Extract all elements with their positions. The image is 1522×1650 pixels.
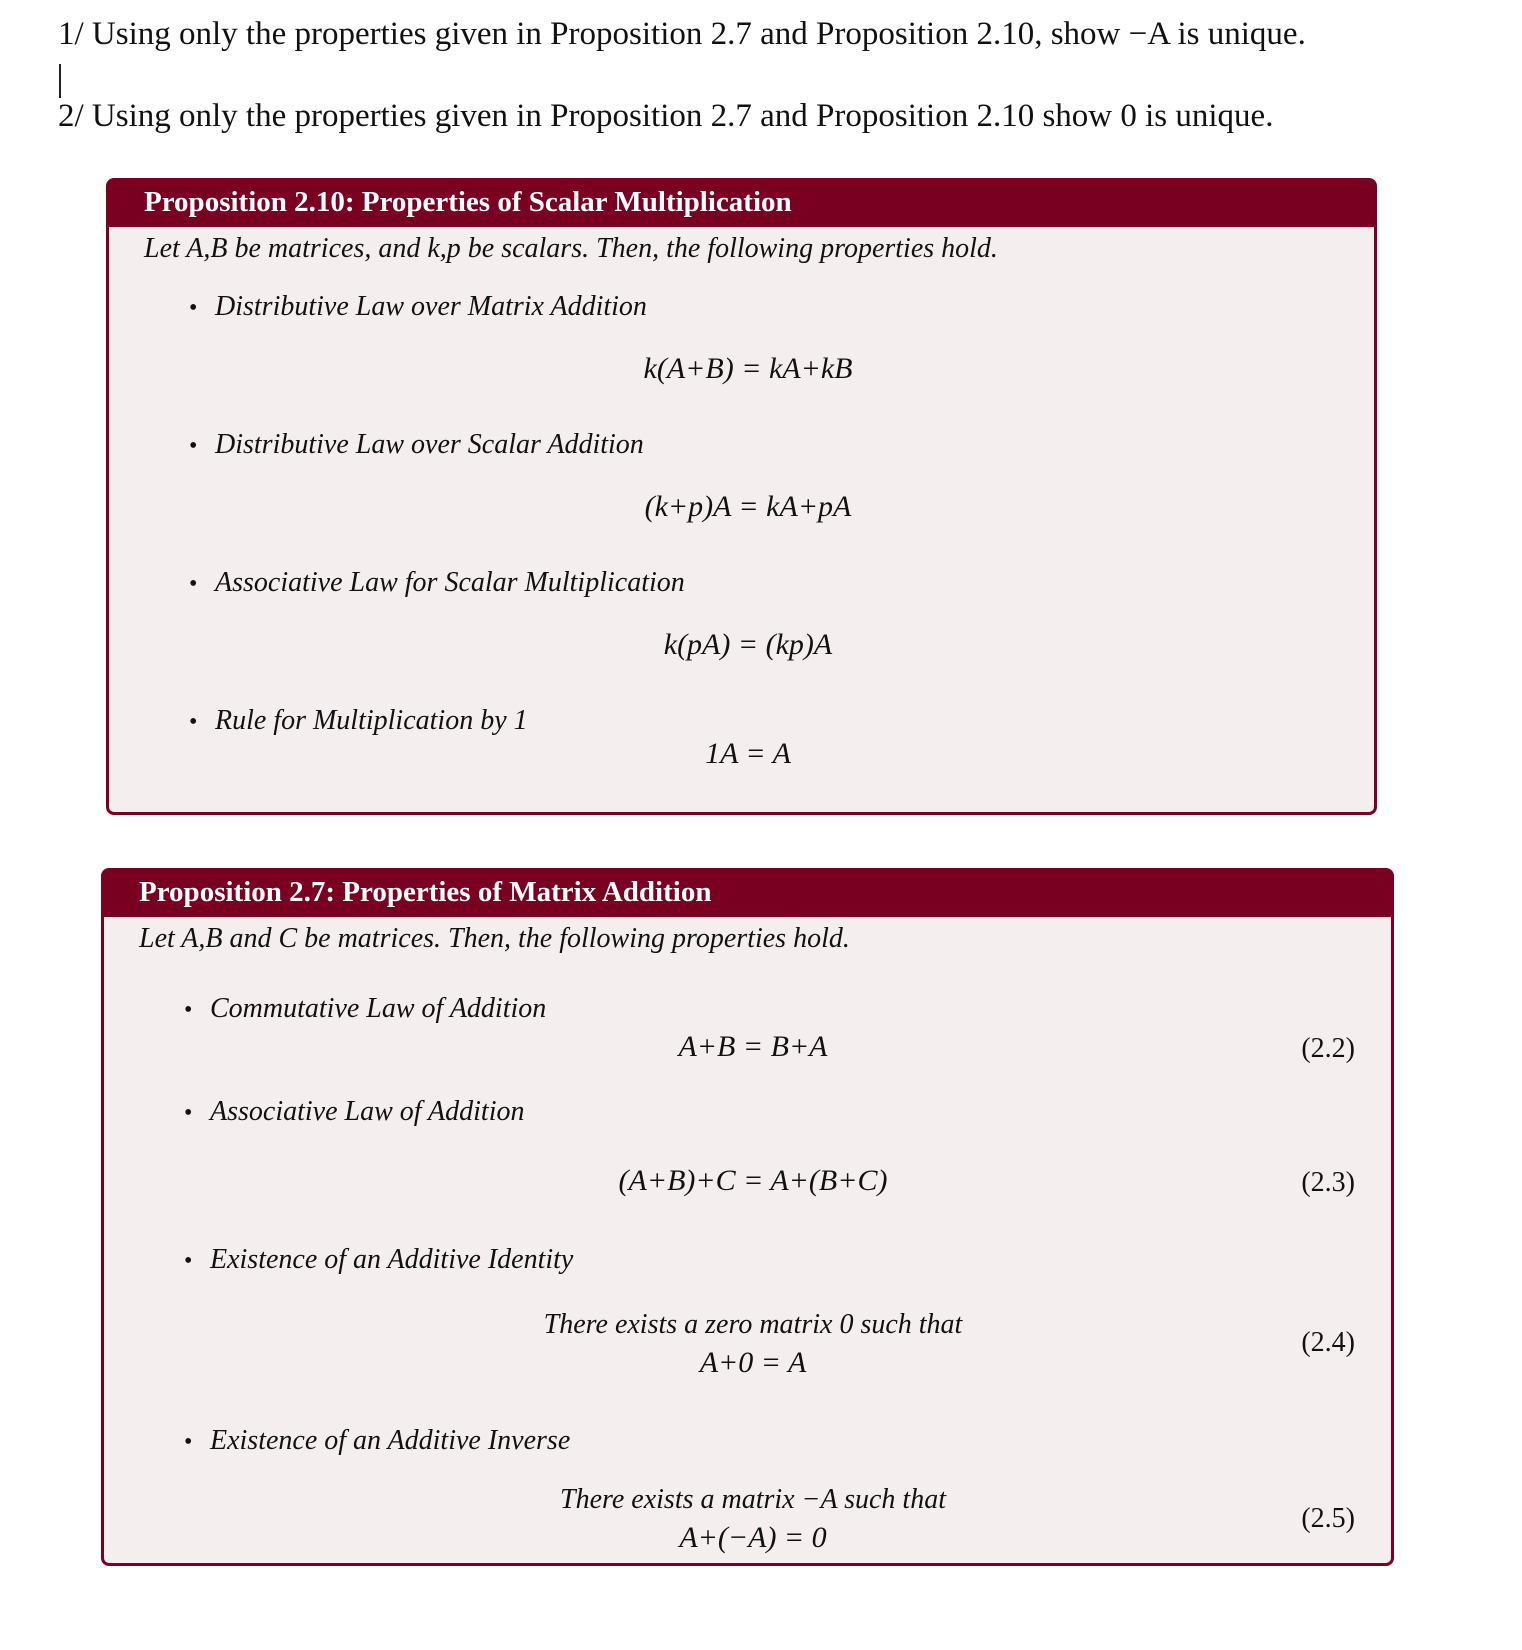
bullet-icon: •	[184, 1429, 193, 1455]
property-formula: 1A = A	[705, 737, 791, 770]
property-formula: A+B = B+A	[678, 1030, 828, 1063]
question-2: 2/ Using only the properties given in Proposition 2.7 and Proposition 2.10 show 0 is unique.	[58, 98, 1274, 134]
bullet-icon: •	[189, 295, 198, 321]
property-label: Distributive Law over Matrix Addition	[215, 291, 647, 322]
property-formula: (A+B)+C = A+(B+C)	[618, 1164, 888, 1197]
proposition-2-7-box	[101, 868, 1394, 1566]
proposition-2-7-intro: Let A,B and C be matrices. Then, the following properties hold.	[139, 923, 850, 954]
list-item	[189, 429, 644, 461]
property-label: Associative Law for Scalar Multiplication	[215, 567, 685, 598]
equation-number: (2.5)	[1301, 1503, 1355, 1534]
bullet-icon: •	[184, 1248, 193, 1274]
property-condition: There exists a zero matrix 0 such that	[543, 1309, 963, 1340]
property-formula: k(A+B) = kA+kB	[643, 352, 853, 385]
question-1: 1/ Using only the properties given in Proposition 2.7 and Proposition 2.10, show −A is unique.	[58, 16, 1306, 52]
bullet-icon: •	[184, 997, 193, 1023]
proposition-2-10-intro: Let A,B be matrices, and k,p be scalars. Then, the following properties hold.	[144, 233, 998, 264]
equation-number: (2.4)	[1301, 1327, 1355, 1358]
bullet-icon: •	[189, 571, 198, 597]
property-condition: There exists a matrix −A such that	[560, 1484, 946, 1515]
proposition-2-10-title: Proposition 2.10: Properties of Scalar Multiplication	[109, 181, 1374, 227]
proposition-2-7-title: Proposition 2.7: Properties of Matrix Addition	[104, 871, 1391, 917]
list-item	[184, 1425, 570, 1457]
property-label: Existence of an Additive Inverse	[210, 1425, 571, 1456]
proposition-2-10-box	[106, 178, 1377, 815]
bullet-icon: •	[189, 709, 198, 735]
list-item	[184, 1096, 524, 1128]
equation-number: (2.2)	[1301, 1033, 1355, 1064]
property-formula: k(pA) = (kp)A	[663, 628, 833, 661]
equation-number: (2.3)	[1301, 1167, 1355, 1198]
bullet-icon: •	[189, 433, 198, 459]
list-item	[189, 567, 685, 599]
property-label: Existence of an Additive Identity	[210, 1244, 574, 1275]
property-label: Rule for Multiplication by 1	[215, 705, 528, 736]
list-item	[189, 291, 647, 323]
list-item	[184, 993, 546, 1025]
list-item	[189, 705, 528, 737]
property-formula: A+(−A) = 0	[679, 1521, 827, 1554]
bullet-icon: •	[184, 1100, 193, 1126]
text-cursor	[59, 64, 61, 98]
list-item	[184, 1244, 573, 1276]
property-formula: A+0 = A	[699, 1346, 807, 1379]
property-label: Commutative Law of Addition	[210, 993, 547, 1024]
property-formula: (k+p)A = kA+pA	[644, 490, 852, 523]
property-label: Associative Law of Addition	[210, 1096, 525, 1127]
property-label: Distributive Law over Scalar Addition	[215, 429, 644, 460]
